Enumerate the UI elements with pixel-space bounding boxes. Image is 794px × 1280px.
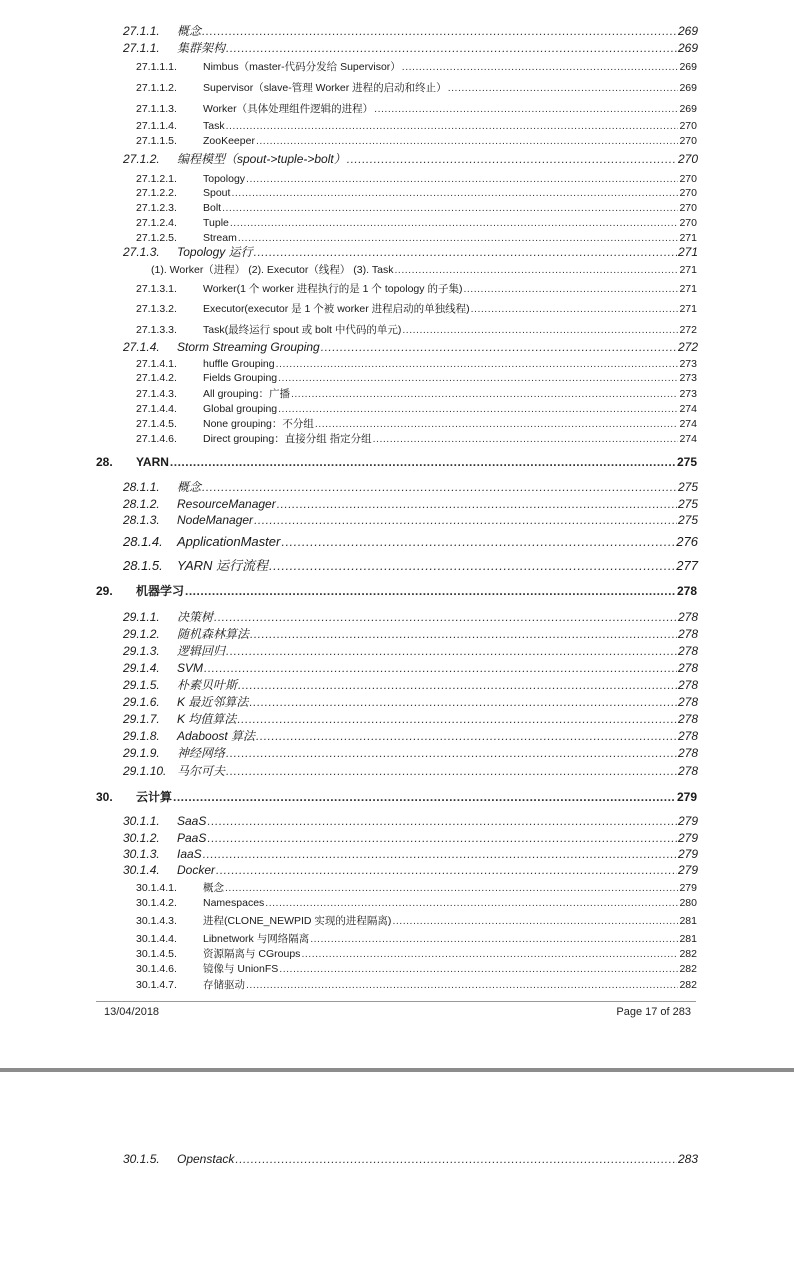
toc-entry-page: 270 (679, 119, 697, 132)
toc-entry-title: Task(最终运行 spout 或 bolt 中代码的单元) (203, 323, 402, 336)
toc-entry-page: 273 (679, 371, 697, 384)
toc-entry-title: Fields Grouping (203, 371, 278, 384)
toc-entry-number: 28.1.2. (123, 497, 160, 511)
toc-entry-page: 279 (677, 863, 698, 877)
toc-leader-dots (226, 121, 679, 132)
toc-entry-title: Docker (177, 863, 216, 877)
toc-entry[interactable] (0, 355, 794, 369)
toc-entry[interactable] (0, 184, 794, 198)
toc-entry[interactable] (0, 40, 794, 54)
toc-entry-title: K 均值算法 (177, 712, 237, 726)
toc-entry-page: 270 (679, 172, 697, 185)
toc-leader-dots (448, 83, 679, 94)
toc-entry-number: 27.1.2. (123, 152, 160, 166)
toc-entry-page: 278 (677, 661, 698, 675)
toc-leader-dots (281, 535, 675, 548)
toc-entry-number: 27.1.4.6. (136, 432, 177, 445)
toc-entry-number: 29.1.1. (123, 610, 160, 624)
toc-entry[interactable] (0, 555, 794, 572)
toc-leader-dots (277, 498, 677, 510)
toc-leader-dots (276, 359, 679, 370)
toc-entry-page: 273 (679, 357, 697, 370)
toc-entry-title: YARN (136, 455, 169, 469)
toc-entry-title: SVM (177, 661, 204, 675)
toc-entry-title: 资源隔离与 CGroups (203, 947, 301, 960)
toc-entry-page: 282 (679, 978, 697, 991)
toc-entry-number: 30. (96, 790, 113, 804)
toc-entry[interactable] (0, 694, 794, 708)
toc-entry-title: NodeManager (177, 513, 254, 527)
toc-leader-dots (374, 104, 678, 115)
toc-entry-page: 278 (677, 644, 698, 658)
toc-entry[interactable] (0, 170, 794, 184)
toc-entry-title: ZooKeeper (203, 134, 255, 147)
toc-entry[interactable] (0, 531, 794, 548)
toc-entry-title: Openstack (177, 1152, 235, 1166)
toc-entry[interactable] (0, 117, 794, 131)
toc-leader-dots (238, 233, 679, 244)
toc-entry-number: 27.1.3.3. (136, 323, 177, 336)
toc-entry-title: Global grouping (203, 402, 278, 415)
toc-entry[interactable] (0, 830, 794, 844)
toc-entry-page: 269 (677, 24, 698, 38)
toc-entry-title: Worker（具体处理组件逻辑的进程） (203, 102, 374, 115)
toc-entry[interactable] (0, 643, 794, 657)
toc-leader-dots (402, 62, 679, 73)
toc-entry-number: 28.1.3. (123, 513, 160, 527)
toc-leader-dots (278, 404, 678, 415)
toc-entry-number: 29.1.8. (123, 729, 160, 743)
toc-entry-number: 29.1.4. (123, 661, 160, 675)
toc-leader-dots (207, 832, 677, 844)
toc-entry-title: 镜像与 UnionFS (203, 962, 279, 975)
toc-entry-page: 278 (677, 627, 698, 641)
toc-entry-number: 27.1.1.2. (136, 81, 177, 94)
toc-leader-dots (204, 662, 677, 674)
toc-entry-title: K 最近邻算法 (177, 695, 249, 709)
toc-entry-page: 270 (677, 152, 698, 166)
toc-entry-title: Namespaces (203, 896, 265, 909)
toc-entry-title: Stream (203, 231, 237, 244)
toc-entry-page: 278 (677, 610, 698, 624)
toc-leader-dots (301, 949, 678, 960)
toc-entry[interactable] (0, 496, 794, 510)
toc-leader-dots (246, 980, 678, 991)
toc-entry-number: 27.1.4.3. (136, 387, 177, 400)
toc-entry-title: All grouping：广播 (203, 387, 290, 400)
toc-leader-dots (265, 898, 678, 909)
toc-entry-number: 27.1.2.3. (136, 201, 177, 214)
toc-entry-page: 282 (679, 947, 697, 960)
toc-entry-number: 29.1.2. (123, 627, 160, 641)
toc-entry-title: 编程模型（spout->tuple->bolt） (177, 152, 346, 166)
toc-entry-page: 269 (679, 102, 697, 115)
toc-entry-number: 27.1.1.3. (136, 102, 177, 115)
toc-entry[interactable] (0, 894, 794, 908)
toc-leader-dots (230, 218, 679, 229)
toc-entry-title: Direct grouping：直接分组 指定分组 (203, 432, 372, 445)
toc-leader-dots (173, 791, 676, 803)
toc-entry-page: 274 (679, 402, 697, 415)
toc-entry-number: 30.1.4. (123, 863, 160, 877)
toc-leader-dots (310, 934, 678, 945)
toc-leader-dots (256, 730, 677, 742)
toc-entry[interactable] (0, 300, 794, 314)
toc-entry-page: 275 (677, 513, 698, 527)
toc-entry-page: 283 (677, 1152, 698, 1166)
toc-entry[interactable] (0, 912, 794, 926)
toc-entry[interactable] (0, 132, 794, 146)
toc-entry-page: 271 (679, 231, 697, 244)
toc-entry[interactable] (0, 813, 794, 827)
toc-entry-number: 27.1.4.1. (136, 357, 177, 370)
toc-entry[interactable] (0, 1151, 794, 1165)
toc-leader-dots (463, 284, 678, 295)
toc-entry[interactable] (0, 583, 794, 597)
toc-entry[interactable] (0, 512, 794, 526)
toc-leader-dots (269, 559, 675, 572)
toc-entry-title: Bolt (203, 201, 222, 214)
toc-entry-number: 27.1.1. (123, 24, 160, 38)
toc-leader-dots (226, 645, 677, 657)
toc-entry-title: 朴素贝叶斯 (177, 678, 238, 692)
toc-entry-title: ApplicationMaster (177, 534, 281, 549)
toc-leader-dots (395, 265, 679, 276)
toc-entry-number: 27.1.1. (123, 41, 160, 55)
toc-entry-number: 30.1.4.5. (136, 947, 177, 960)
toc-entry-page: 278 (677, 678, 698, 692)
toc-entry[interactable] (0, 244, 794, 258)
toc-entry[interactable] (0, 214, 794, 228)
toc-entry-number: 27.1.2.5. (136, 231, 177, 244)
toc-entry-page: 276 (676, 534, 698, 549)
toc-entry-title: YARN 运行流程 (177, 558, 269, 573)
toc-entry-title: 逻辑回归 (177, 644, 226, 658)
toc-leader-dots (238, 679, 677, 691)
toc-entry-number: 27.1.3. (123, 245, 160, 259)
toc-entry-title: Executor(executor 是 1 个被 worker 进程启动的单独线程) (203, 302, 470, 315)
toc-entry[interactable] (0, 321, 794, 335)
toc-entry-number: 28. (96, 455, 113, 469)
toc-entry-number: 27.1.3.1. (136, 282, 177, 295)
toc-entry-page: 279 (677, 831, 698, 845)
toc-entry[interactable] (0, 261, 794, 275)
toc-leader-dots (471, 304, 679, 315)
toc-entry-page: 279 (677, 814, 698, 828)
toc-entry-page: 271 (677, 245, 698, 259)
toc-entry-page: 271 (679, 302, 697, 315)
toc-entry-page: 270 (679, 201, 697, 214)
toc-entry[interactable] (0, 23, 794, 37)
toc-entry-number: 27.1.3.2. (136, 302, 177, 315)
toc-leader-dots (254, 514, 677, 526)
toc-entry[interactable] (0, 400, 794, 414)
toc-leader-dots (222, 203, 678, 214)
toc-entry-page: 272 (679, 323, 697, 336)
toc-entry[interactable] (0, 745, 794, 759)
toc-entry[interactable] (0, 280, 794, 294)
toc-entry-page: 275 (676, 455, 697, 469)
toc-leader-dots (207, 815, 677, 827)
toc-leader-dots (214, 611, 677, 623)
toc-leader-dots (202, 481, 677, 493)
toc-entry-title: Libnetwork 与网络隔离 (203, 932, 310, 945)
toc-entry-number: 30.1.2. (123, 831, 160, 845)
toc-leader-dots (402, 325, 678, 336)
toc-entry-number: 29. (96, 584, 113, 598)
toc-entry[interactable] (0, 151, 794, 165)
toc-entry[interactable] (0, 100, 794, 114)
toc-leader-dots (321, 341, 677, 353)
toc-leader-dots (226, 765, 677, 777)
toc-entry-number: 30.1.4.7. (136, 978, 177, 991)
toc-entry-page: 278 (677, 746, 698, 760)
toc-entry-number: 29.1.3. (123, 644, 160, 658)
toc-entry-page: 273 (679, 387, 697, 400)
toc-entry-title: 概念 (203, 881, 224, 894)
toc-entry-page: 271 (679, 263, 697, 276)
toc-entry-title: (1). Worker（进程） (2). Executor（线程） (3). Task (151, 263, 394, 276)
toc-entry[interactable] (0, 930, 794, 944)
toc-entry[interactable] (0, 976, 794, 990)
toc-leader-dots (291, 389, 679, 400)
toc-entry-title: Topology (203, 172, 246, 185)
toc-entry-title: Tuple (203, 216, 229, 229)
toc-entry-page: 270 (679, 186, 697, 199)
toc-leader-dots (226, 42, 677, 54)
toc-entry[interactable] (0, 711, 794, 725)
toc-entry[interactable] (0, 415, 794, 429)
toc-entry-number: 30.1.4.1. (136, 881, 177, 894)
toc-entry-title: PaaS (177, 831, 207, 845)
footer-date: 13/04/2018 (104, 1006, 160, 1018)
toc-entry-title: ResourceManager (177, 497, 276, 511)
toc-entry-number: 27.1.1.4. (136, 119, 177, 132)
toc-entry-number: 27.1.4.5. (136, 417, 177, 430)
toc-entry[interactable] (0, 789, 794, 803)
toc-entry-number: 29.1.6. (123, 695, 160, 709)
toc-entry-page: 278 (677, 764, 698, 778)
toc-entry-number: 27.1.4.4. (136, 402, 177, 415)
toc-entry-page: 278 (677, 695, 698, 709)
toc-entry-title: 概念 (177, 480, 202, 494)
toc-entry[interactable] (0, 763, 794, 777)
toc-entry[interactable] (0, 660, 794, 674)
toc-entry-page: 278 (677, 729, 698, 743)
toc-entry-number: 30.1.3. (123, 847, 160, 861)
toc-entry-number: 30.1.5. (123, 1152, 160, 1166)
toc-leader-dots (315, 419, 679, 430)
toc-entry-title: IaaS (177, 847, 202, 861)
toc-entry[interactable] (0, 728, 794, 742)
toc-leader-dots (256, 136, 679, 147)
toc-entry[interactable] (0, 339, 794, 353)
toc-entry-page: 269 (679, 60, 697, 73)
toc-entry[interactable] (0, 879, 794, 893)
toc-entry-page: 282 (679, 962, 697, 975)
toc-entry-page: 269 (677, 41, 698, 55)
toc-entry[interactable] (0, 846, 794, 860)
toc-entry[interactable] (0, 479, 794, 493)
toc-entry-page: 279 (676, 790, 697, 804)
toc-entry-title: 进程(CLONE_NEWPID 实现的进程隔离) (203, 914, 392, 927)
toc-entry[interactable] (0, 454, 794, 468)
toc-entry-title: 存储驱动 (203, 978, 245, 991)
toc-entry-number: 28.1.1. (123, 480, 160, 494)
toc-entry-title: Worker(1 个 worker 进程执行的是 1 个 topology 的子集) (203, 282, 463, 295)
toc-entry-page: 274 (679, 432, 697, 445)
toc-entry-page: 278 (677, 712, 698, 726)
toc-entry-title: 云计算 (136, 790, 173, 804)
toc-entry-number: 27.1.2.1. (136, 172, 177, 185)
toc-entry-title: 决策树 (177, 610, 214, 624)
toc-entry-number: 29.1.10. (123, 764, 167, 778)
toc-leader-dots (235, 1153, 677, 1165)
footer-page-number: Page 17 of 283 (616, 1006, 691, 1018)
toc-entry[interactable] (0, 79, 794, 93)
toc-entry-title: Task (203, 119, 225, 132)
toc-entry[interactable] (0, 58, 794, 72)
toc-entry-title: 机器学习 (136, 584, 185, 598)
toc-entry-page: 280 (679, 896, 697, 909)
toc-entry-number: 27.1.2.2. (136, 186, 177, 199)
toc-leader-dots (226, 747, 677, 759)
toc-entry-title: 神经网络 (177, 746, 226, 760)
toc-entry-title: Nimbus（master-代码分发给 Supervisor） (203, 60, 401, 73)
toc-leader-dots (254, 246, 677, 258)
toc-entry-title: SaaS (177, 814, 207, 828)
toc-entry-title: Topology 运行 (177, 245, 253, 259)
toc-entry-title: 随机森林算法 (177, 627, 250, 641)
toc-leader-dots (225, 883, 678, 894)
toc-leader-dots (231, 188, 678, 199)
toc-leader-dots (278, 373, 678, 384)
toc-entry-title: Spout (203, 186, 231, 199)
toc-entry-number: 27.1.4.2. (136, 371, 177, 384)
toc-entry-number: 29.1.5. (123, 678, 160, 692)
toc-entry-title: 马尔可夫 (177, 764, 226, 778)
toc-entry-number: 29.1.9. (123, 746, 160, 760)
toc-entry[interactable] (0, 945, 794, 959)
toc-leader-dots (249, 696, 677, 708)
toc-entry[interactable] (0, 609, 794, 623)
toc-leader-dots (246, 174, 678, 185)
toc-leader-dots (279, 964, 678, 975)
toc-entry-page: 281 (679, 932, 697, 945)
toc-entry[interactable] (0, 385, 794, 399)
toc-entry-title: huffle Grouping (203, 357, 275, 370)
toc-entry-page: 270 (679, 134, 697, 147)
toc-leader-dots (250, 628, 677, 640)
toc-leader-dots (185, 585, 676, 597)
toc-entry-page: 279 (679, 881, 697, 894)
toc-entry-number: 27.1.2.4. (136, 216, 177, 229)
toc-entry-title: Supervisor（slave-管理 Worker 进程的启动和终止） (203, 81, 447, 94)
toc-entry-number: 27.1.1.5. (136, 134, 177, 147)
toc-entry-title: Adaboost 算法 (177, 729, 256, 743)
toc-entry[interactable] (0, 677, 794, 691)
next-page (0, 1072, 794, 1280)
toc-entry-page: 275 (677, 480, 698, 494)
toc-entry-page: 271 (679, 282, 697, 295)
toc-entry-number: 27.1.4. (123, 340, 160, 354)
toc-leader-dots (216, 864, 677, 876)
toc-entry-title: 概念 (177, 24, 202, 38)
toc-entry-page: 272 (677, 340, 698, 354)
toc-entry-number: 30.1.4.6. (136, 962, 177, 975)
toc-entry-number: 30.1.4.2. (136, 896, 177, 909)
toc-entry-number: 28.1.4. (123, 534, 163, 549)
toc-entry-number: 30.1.4.4. (136, 932, 177, 945)
toc-entry[interactable] (0, 229, 794, 243)
toc-leader-dots (392, 916, 678, 927)
toc-entry[interactable] (0, 199, 794, 213)
toc-entry-page: 278 (676, 584, 697, 598)
toc-entry-page: 269 (679, 81, 697, 94)
toc-entry[interactable] (0, 369, 794, 383)
toc-entry-number: 30.1.4.3. (136, 914, 177, 927)
toc-entry-number: 27.1.1.1. (136, 60, 177, 73)
toc-entry-number: 28.1.5. (123, 558, 163, 573)
toc-entry[interactable] (0, 626, 794, 640)
toc-entry-page: 274 (679, 417, 697, 430)
toc-entry-page: 279 (677, 847, 698, 861)
toc-entry-page: 275 (677, 497, 698, 511)
toc-leader-dots (373, 434, 679, 445)
toc-leader-dots (347, 153, 677, 165)
toc-entry-number: 29.1.7. (123, 712, 160, 726)
toc-entry[interactable] (0, 960, 794, 974)
toc-entry-title: None grouping：不分组 (203, 417, 314, 430)
toc-entry[interactable] (0, 430, 794, 444)
toc-entry[interactable] (0, 862, 794, 876)
toc-entry-title: 集群架构 (177, 41, 226, 55)
toc-leader-dots (170, 456, 676, 468)
toc-leader-dots (203, 848, 677, 860)
toc-leader-dots (202, 25, 677, 37)
toc-leader-dots (237, 713, 677, 725)
toc-entry-page: 281 (679, 914, 697, 927)
toc-entry-page: 277 (676, 558, 698, 573)
toc-entry-title: Storm Streaming Grouping (177, 340, 320, 354)
toc-entry-page: 270 (679, 216, 697, 229)
toc-entry-number: 30.1.1. (123, 814, 160, 828)
footer-divider (96, 1001, 696, 1002)
